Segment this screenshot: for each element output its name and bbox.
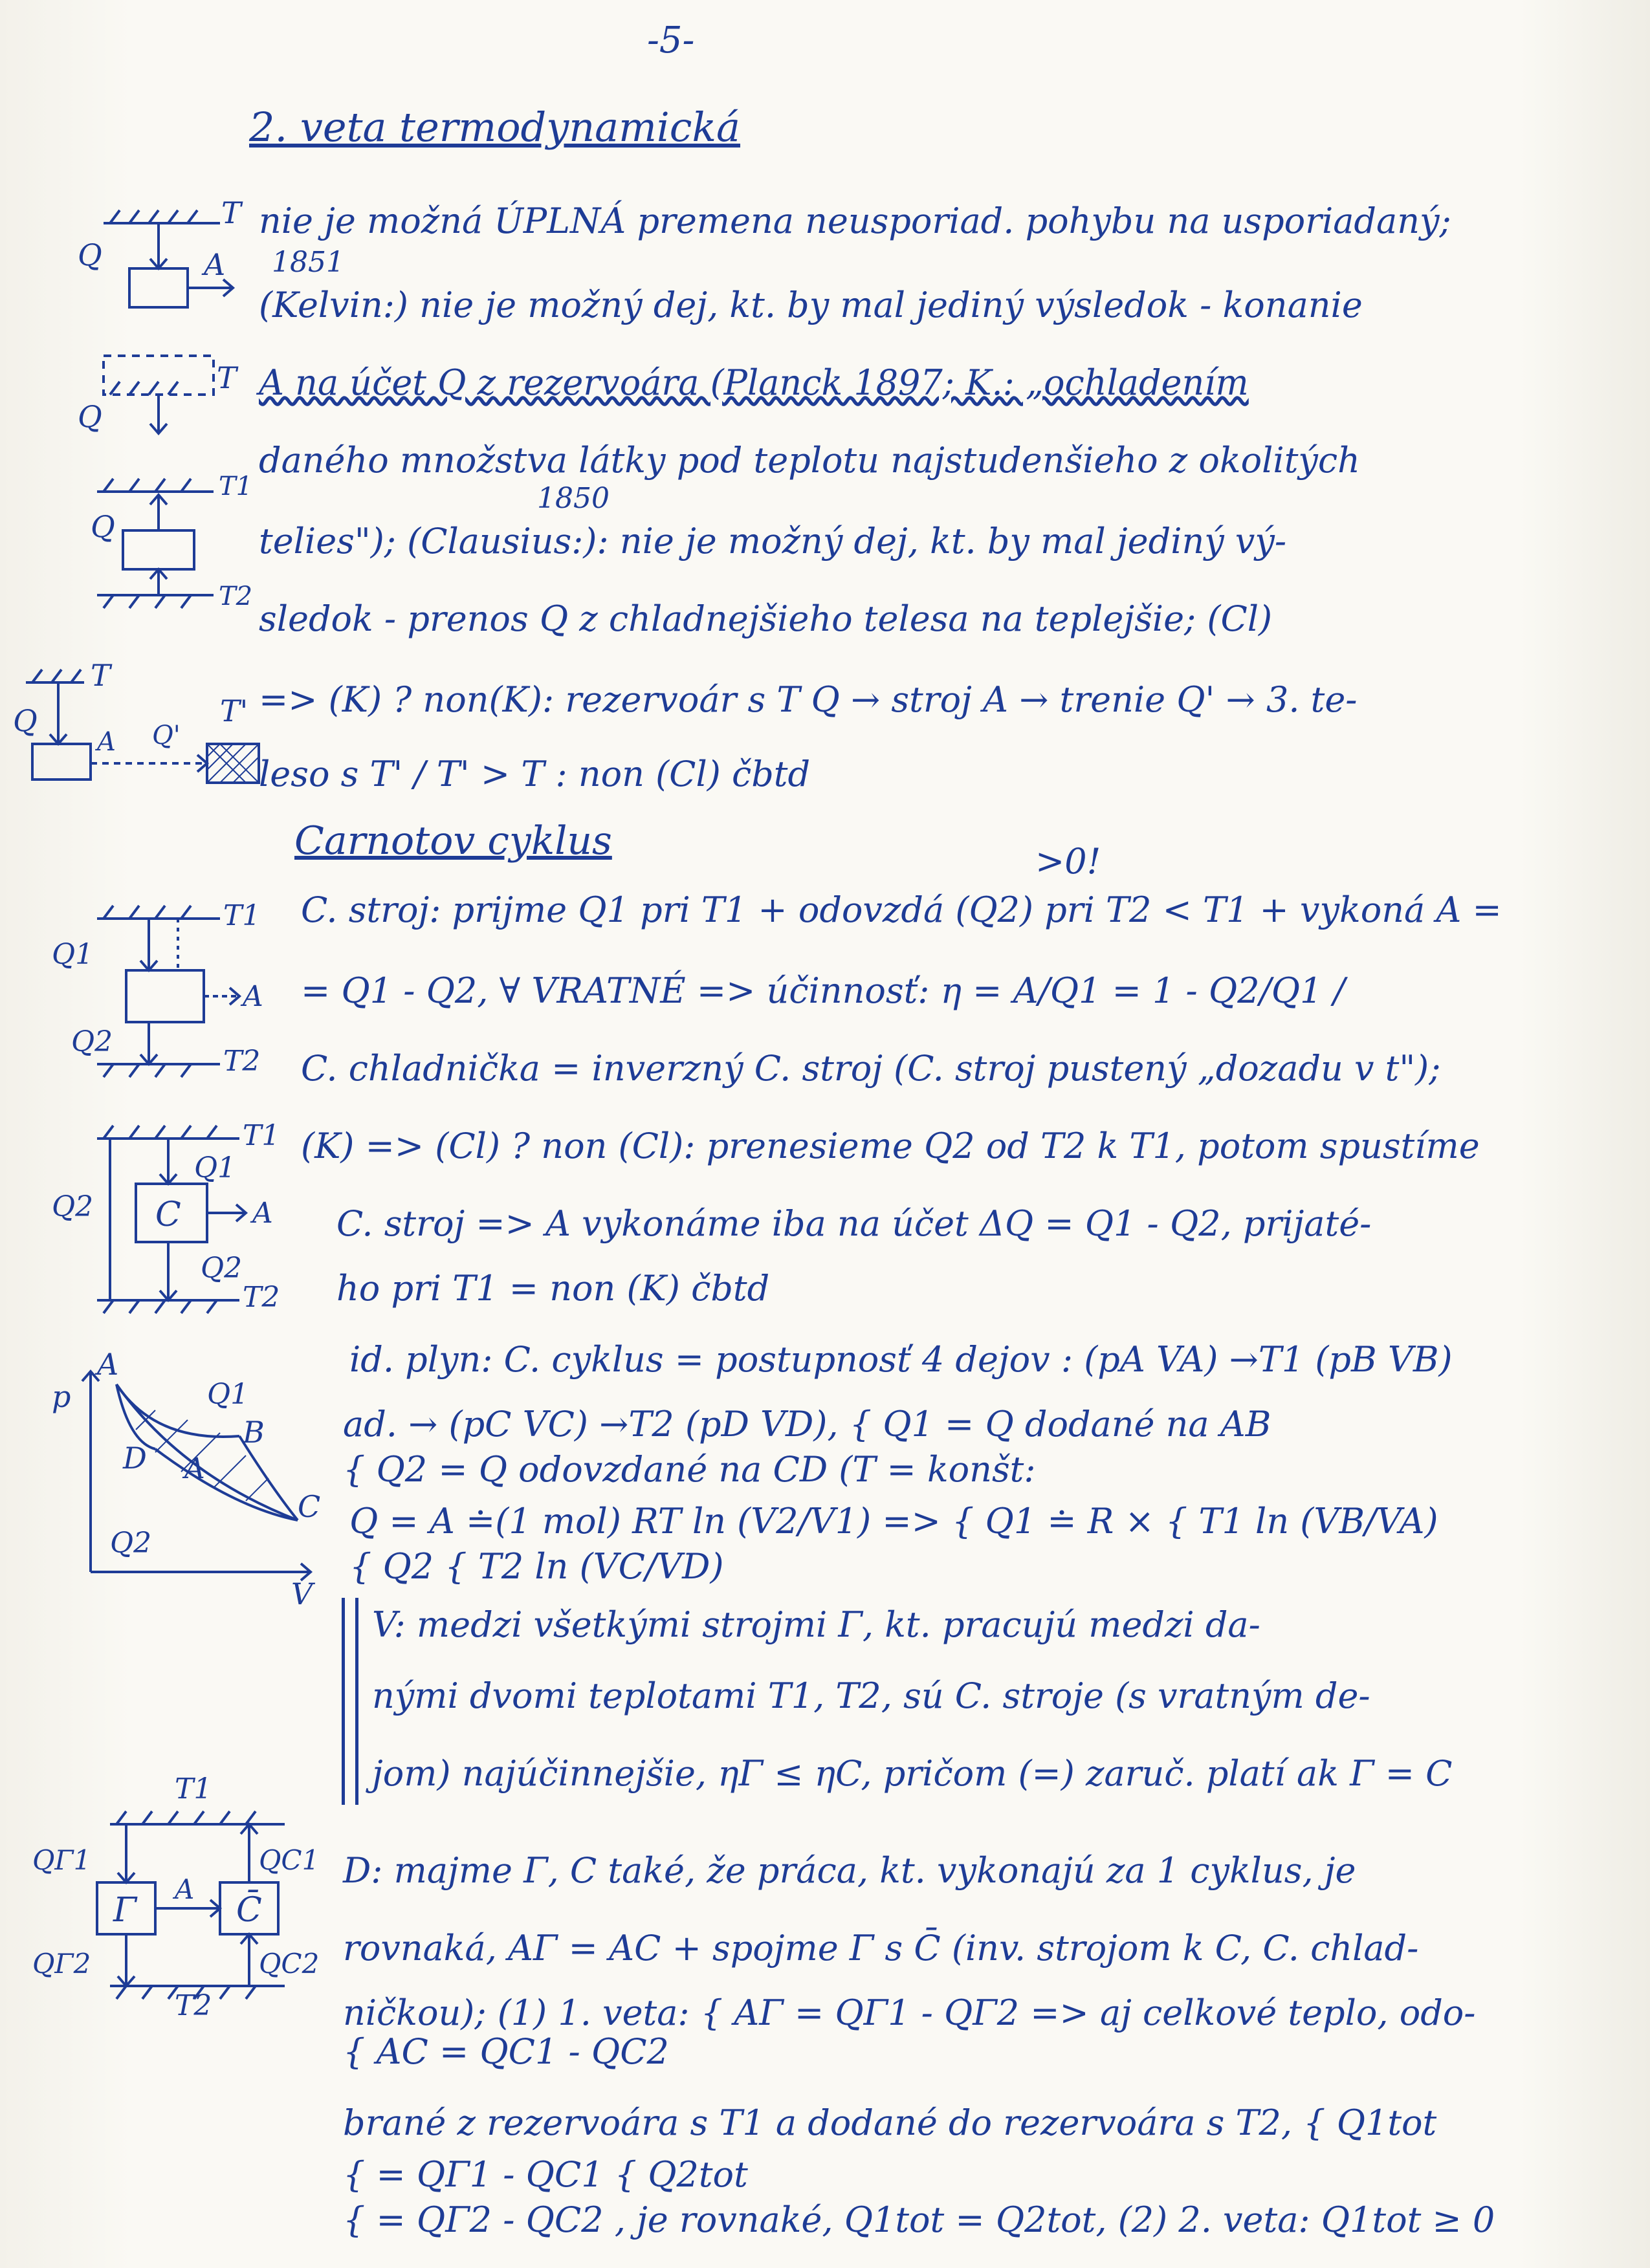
label-q2: Q2 bbox=[71, 1025, 113, 1058]
page-number: -5- bbox=[647, 19, 695, 61]
section-heading-carnot: Carnotov cyklus bbox=[294, 818, 612, 864]
text-line: V: medzi všetkými strojmi Γ, kt. pracujú medzi da- bbox=[372, 1604, 1260, 1645]
label-a: A bbox=[243, 980, 263, 1013]
engine-label-gamma: Γ bbox=[113, 1891, 137, 1930]
label-t1: T1 bbox=[243, 1119, 280, 1152]
kelvin-year: 1851 bbox=[272, 246, 344, 279]
label-t1: T1 bbox=[219, 472, 253, 501]
label-q: Q bbox=[13, 703, 38, 738]
label-q1-c: QC1 bbox=[259, 1844, 320, 1876]
text-line: { = QΓ1 - QC1 { Q2tot bbox=[343, 2154, 748, 2195]
text-line: ho pri T1 = non (K) čbtd bbox=[336, 1268, 770, 1309]
label-b: B bbox=[243, 1415, 265, 1450]
text-line: => (K) ? non(K): rezervoár s T Q → stroj A → trenie Q' → 3. te- bbox=[259, 679, 1358, 720]
text-line: nie je možná ÚPLNÁ premena neusporiad. pohybu na usporiadaný; bbox=[259, 201, 1451, 241]
text-line: id. plyn: C. cyklus = postupnosť 4 dejov : (pA VA) →T1 (pB VB) bbox=[349, 1339, 1453, 1380]
label-d: D bbox=[123, 1441, 147, 1476]
text-line: daného množstva látky pod teplotu najstudenšieho z okolitých bbox=[259, 440, 1360, 481]
label-q1: Q1 bbox=[207, 1378, 249, 1411]
clausius-diagram bbox=[39, 466, 252, 621]
pv-diagram bbox=[26, 1346, 324, 1611]
label-work-a: A bbox=[184, 1452, 205, 1485]
text-line: = Q1 - Q2, ∀ VRATNÉ => účinnosť: η = A/Q1 = 1 - Q2/Q1 / bbox=[301, 970, 1345, 1011]
text-line: rovnaká, AΓ = AC + spojme Γ s C̄ (inv. strojom k C, C. chlad- bbox=[343, 1928, 1419, 1968]
label-t: T bbox=[91, 658, 111, 693]
text-line: leso s T' / T' > T : non (Cl) čbtd bbox=[259, 754, 811, 794]
label-q: Q bbox=[78, 237, 102, 272]
clausius-year: 1850 bbox=[537, 482, 610, 515]
label-t2: T2 bbox=[219, 582, 253, 611]
label-t1: T1 bbox=[223, 899, 261, 932]
page-title: 2. veta termodynamická bbox=[249, 104, 741, 151]
axis-label-p: p bbox=[52, 1379, 71, 1414]
label-t2: T2 bbox=[223, 1045, 261, 1078]
carnot-combination-diagram bbox=[39, 1113, 311, 1333]
label-t2: T2 bbox=[243, 1281, 280, 1314]
kelvin-engine-diagram bbox=[39, 194, 252, 323]
label-t: T bbox=[221, 195, 241, 230]
text-line: C. stroj => A vykonáme iba na účet ΔQ = Q1 - Q2, prijaté- bbox=[336, 1203, 1372, 1244]
text-line: A na účet Q z rezervoára (Planck 1897; K.: „ochladením bbox=[259, 362, 1249, 403]
label-a: A bbox=[204, 247, 226, 282]
label-q2-gamma: QΓ2 bbox=[32, 1948, 91, 1979]
text-line: { = QΓ2 - QC2 , je rovnaké, Q1tot = Q2tot, (2) 2. veta: Q1tot ≥ 0 bbox=[343, 2199, 1495, 2240]
label-q: Q bbox=[91, 509, 115, 544]
label-a: A bbox=[252, 1197, 273, 1230]
engine-label-c-bar: C̄ bbox=[236, 1891, 262, 1930]
label-t1: T1 bbox=[175, 1772, 212, 1805]
text-line: { AC = QC1 - QC2 bbox=[343, 2031, 669, 2072]
label-c: C bbox=[298, 1489, 321, 1524]
text-line: { Q2 = Q odovzdané na CD (T = konšt: bbox=[343, 1449, 1036, 1490]
label-t2: T2 bbox=[175, 1989, 212, 2022]
label-q2-c: QC2 bbox=[259, 1948, 320, 1979]
non-kelvin-diagram bbox=[13, 653, 272, 802]
label-q2: Q2 bbox=[110, 1527, 152, 1560]
text-line: (Kelvin:) nie je možný dej, kt. by mal jediný výsledok - konanie bbox=[259, 285, 1363, 325]
text-line: (K) => (Cl) ? non (Cl): prenesieme Q2 od T2 k T1, potom spustíme bbox=[301, 1126, 1480, 1166]
text-line: ničkou); (1) 1. veta: { AΓ = QΓ1 - QΓ2 => aj celkové teplo, odo- bbox=[343, 1992, 1476, 2033]
gamma-carnot-diagram bbox=[26, 1772, 336, 2022]
text-line: Q = A ≐(1 mol) RT ln (V2/V1) => { Q1 ≐ R × { T1 ln (VB/VA) bbox=[349, 1501, 1438, 1542]
text-line: D: majme Γ, C také, že práca, kt. vykonajú za 1 cyklus, je bbox=[343, 1850, 1356, 1891]
text-line: telies"); (Clausius:): nie je možný dej, kt. by mal jediný vý- bbox=[259, 521, 1287, 562]
label-q2: Q2 bbox=[201, 1252, 243, 1285]
axis-label-v: V bbox=[291, 1576, 313, 1611]
label-q1-gamma: QΓ1 bbox=[32, 1844, 91, 1876]
label-q-prime: Q' bbox=[152, 721, 181, 750]
text-line: { Q2 { T2 ln (VC/VD) bbox=[349, 1546, 724, 1587]
label-q1: Q1 bbox=[194, 1151, 236, 1184]
label-t: T bbox=[217, 360, 237, 395]
label-q1: Q1 bbox=[52, 938, 94, 971]
planck-reservoir-diagram bbox=[39, 343, 252, 453]
text-line: nými dvomi teplotami T1, T2, sú C. stroje (s vratným de- bbox=[372, 1675, 1370, 1716]
carnot-engine-diagram bbox=[45, 893, 291, 1087]
label-a: A bbox=[97, 1347, 119, 1382]
label-a: A bbox=[97, 727, 116, 757]
text-line: ad. → (pC VC) →T2 (pD VD), { Q1 = Q dodané na AB bbox=[343, 1404, 1271, 1445]
annotation-note: >0! bbox=[1035, 841, 1101, 882]
engine-label-c: C bbox=[155, 1195, 181, 1234]
theorem-bar bbox=[342, 1598, 358, 1805]
label-q: Q bbox=[78, 399, 102, 434]
text-line: jom) najúčinnejšie, ηΓ ≤ ηC, pričom (=) zaruč. platí ak Γ = C bbox=[372, 1753, 1453, 1794]
text-line: C. chladnička = inverzný C. stroj (C. stroj pustený „dozadu v t"); bbox=[301, 1048, 1441, 1089]
text-line: C. stroj: prijme Q1 pri T1 + odovzdá (Q2) pri T2 < T1 + vykoná A = bbox=[301, 889, 1502, 930]
text-line: sledok - prenos Q z chladnejšieho telesa na teplejšie; (Cl) bbox=[259, 598, 1273, 639]
text-line: brané z rezervoára s T1 a dodané do rezervoára s T2, { Q1tot bbox=[343, 2102, 1437, 2143]
label-q-left: Q2 bbox=[52, 1190, 94, 1223]
label-a: A bbox=[175, 1873, 195, 1905]
label-t-prime: T' bbox=[220, 693, 248, 728]
